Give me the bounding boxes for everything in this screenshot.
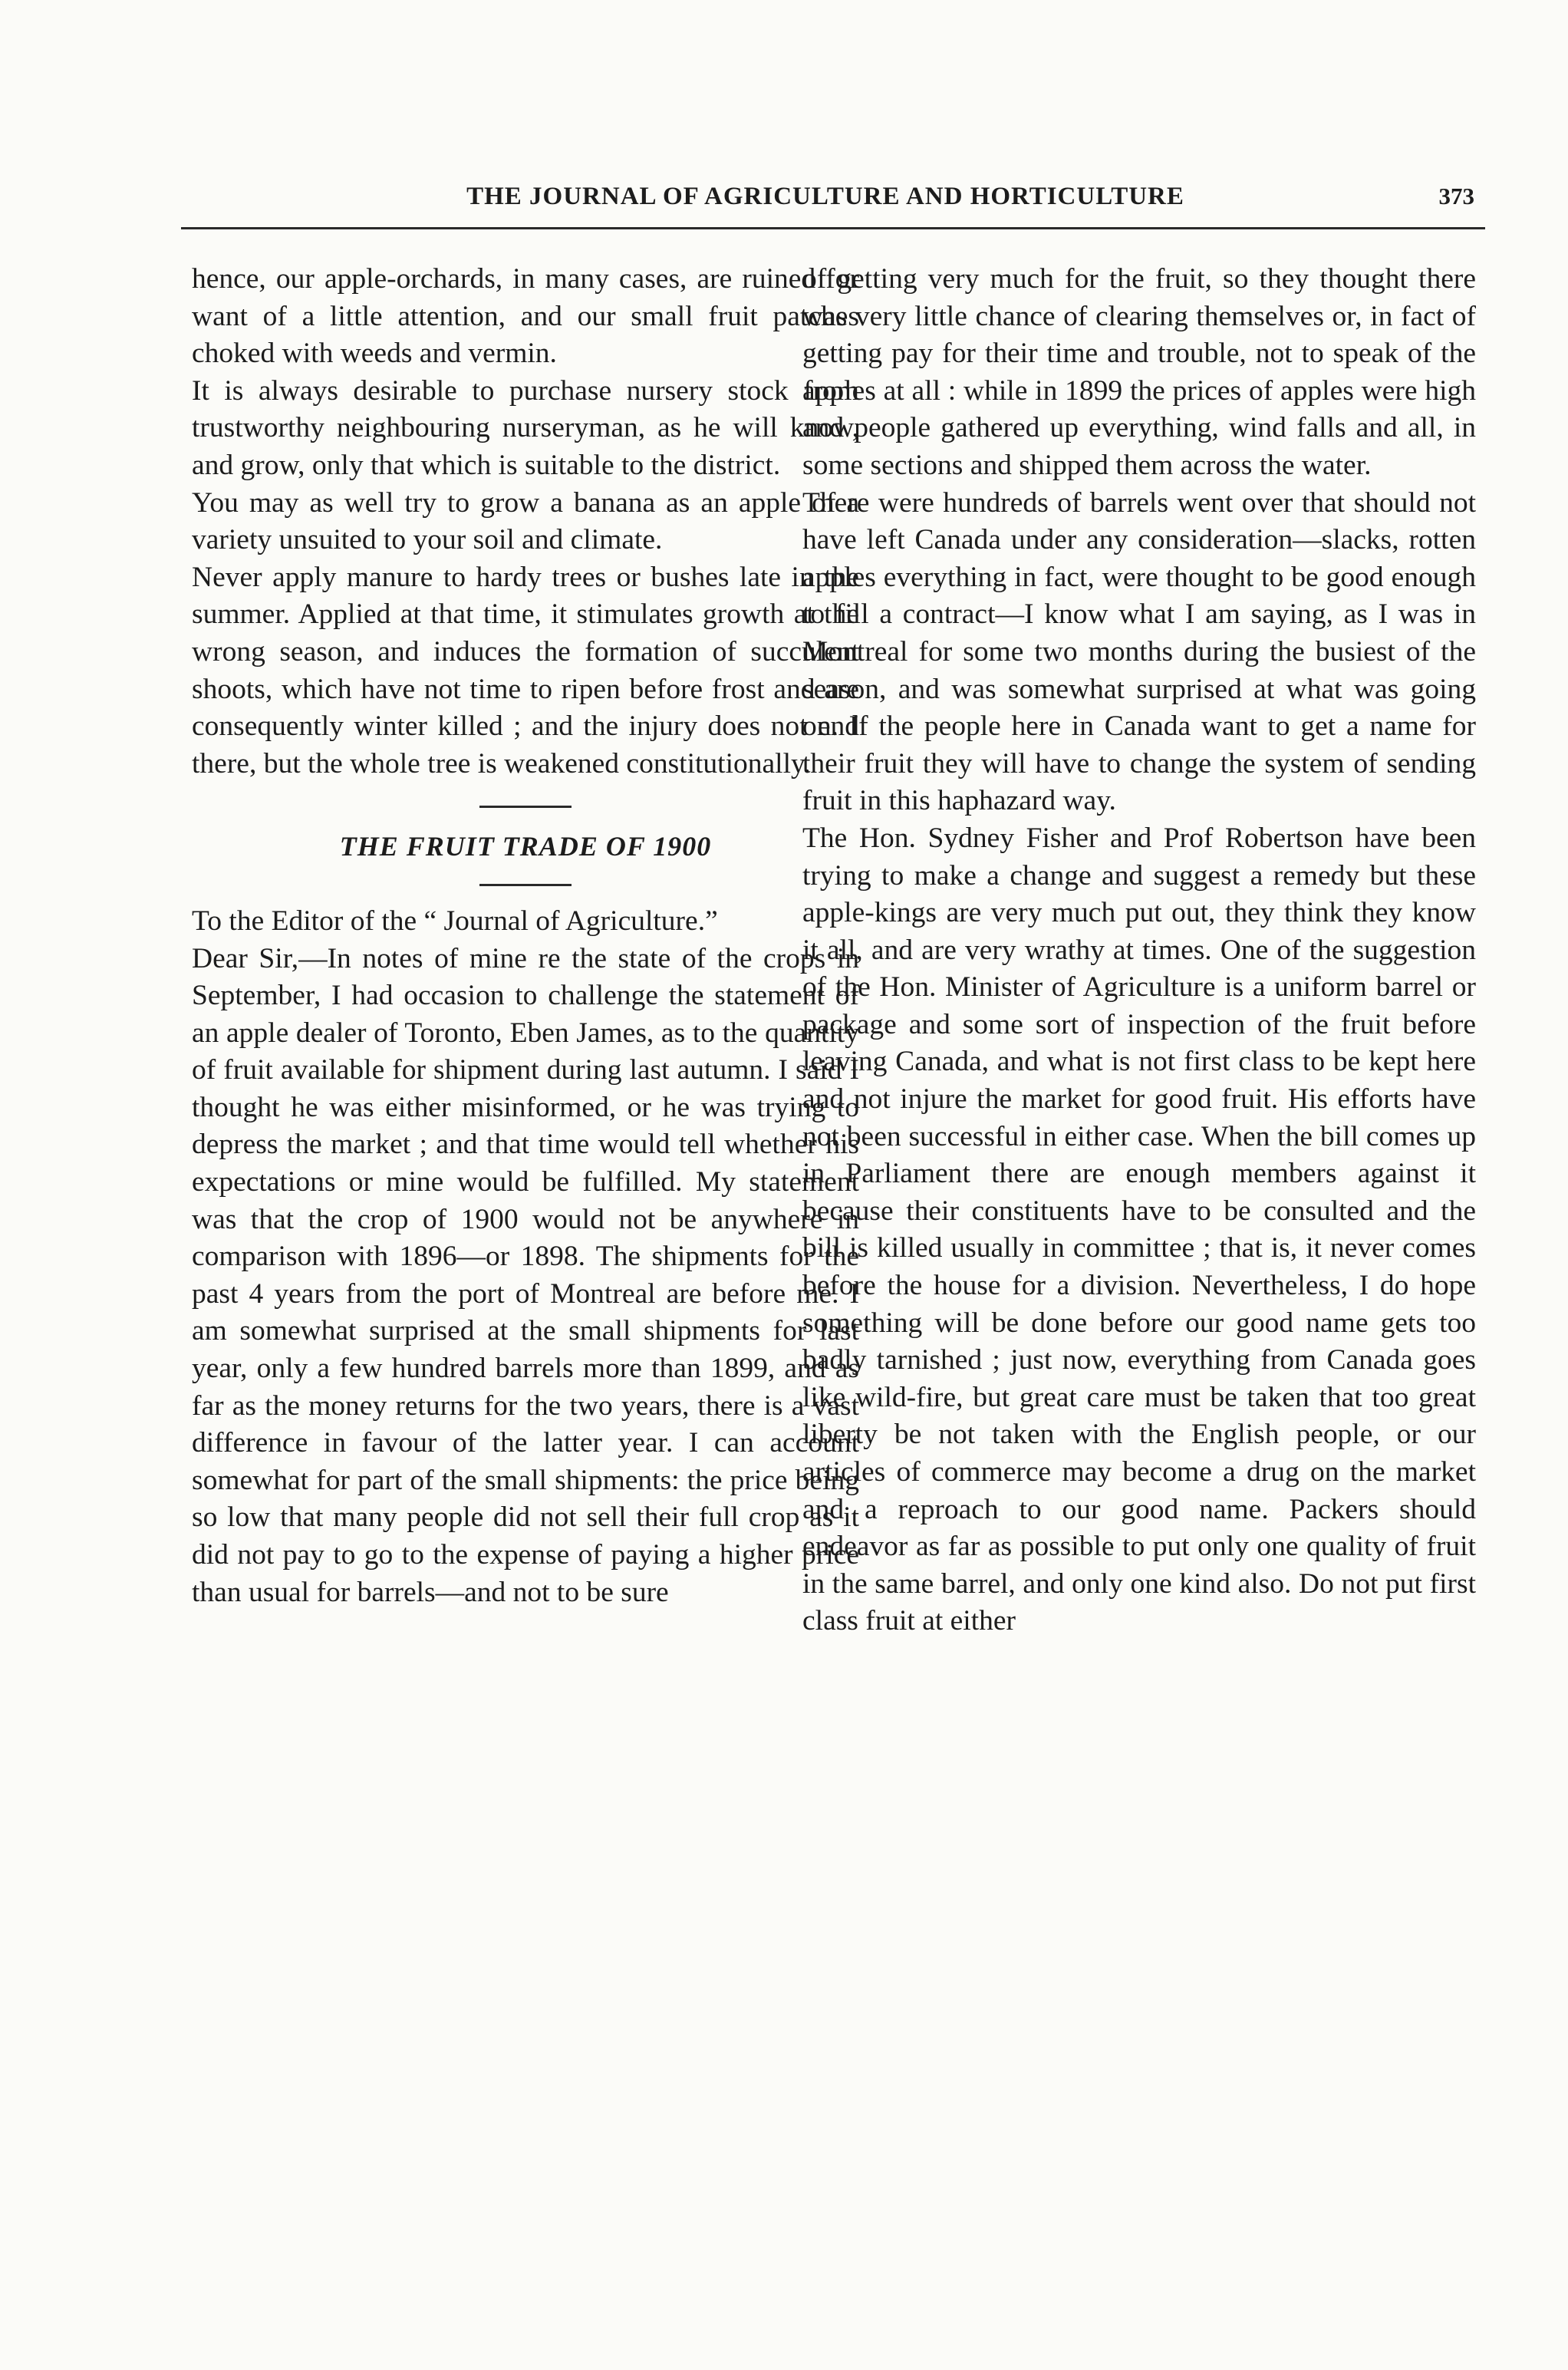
section-title: THE FRUIT TRADE OF 1900 [339,831,712,862]
left-column [192,261,859,1611]
running-header [189,183,1479,219]
page-number: 373 [1438,183,1474,209]
left-paragraph-1: hence, our apple-orchards, in many cases, are ruined for want of a little attention, and our small fruit patches choked with weeds and vermin. [192,263,859,370]
section-rule-top [479,806,572,808]
left-paragraph-2: It is always desirable to purchase nursery stock from trustworthy neighbouring nurseryman, as he will know, and grow, only that which is suitable to the district. [192,374,859,481]
salutation: To the Editor of the “ Journal of Agriculture.” [192,905,718,937]
header-rule [181,227,1485,229]
left-paragraph-3: You may as well try to grow a banana as an apple of a variety unsuited to your soil and climate. [192,486,859,556]
right-paragraph-1: of getting very much for the fruit, so they thought there was very little chance of clearing themselves or, in fact of getting pay for their time and trouble, not to speak of the apples at all : while in 1899 the prices of apples were high and people gathered up everything, wind falls and all, in some sections and shipped them across the water. [802,263,1476,481]
right-column [802,261,1476,1640]
left-paragraph-4: Never apply manure to hardy trees or bushes late in the summer. Applied at that time, it stimulates growth at the wrong season, and induces the formation of succulent shoots, which have not time to ripen before frost and are consequently winter killed ; and the injury does not end there, but the whole tree is weakened constitutionally. [192,561,859,780]
spacer [192,886,859,903]
right-paragraph-3: The Hon. Sydney Fisher and Prof Robertson have been trying to make a change and suggest a remedy but these apple-kings are very much put out, they think they know it all, and are very wrathy at times. One of the suggestion of the Hon. Minister of Agriculture is a uniform barrel or package and some sort of inspection of the fruit before leaving Canada, and what is not first class to be kept here and not injure the market for good fruit. His efforts have not been successful in either case. When the bill comes up in Parliament there are enough members against it because their constituents have to be consulted and the bill is killed usually in committee ; that is, it never comes before the house for a division. Nevertheless, I do hope something will be done before our good name gets too badly tarnished ; just now, everything from Canada goes like wild-fire, but great care must be taken that too great liberty be not taken with the English people, or our articles of commerce may become a drug on the market and a reproach to our good name. Packers should endeavor as far as possible to put only one quality of fruit in the same barrel, and only one kind also. Do not put first class fruit at either [802,822,1476,1637]
journal-title: THE JOURNAL OF AGRICULTURE AND HORTICULTURE [466,183,1184,210]
left-paragraph-5: Dear Sir,—In notes of mine re the state of the crops in September, I had occasion to challenge the statement of an apple dealer of Toronto, Eben James, as to the quantity of fruit available for shipment during last autumn. I said I thought he was either misinformed, or he was trying to depress the market ; and that time would tell whether his expectations or mine would be fulfilled. My statement was that the crop of 1900 would not be anywhere in comparison with 1896—or 1898. The shipments for the past 4 years from the port of Montreal are before me. I am somewhat surprised at the small shipments for last year, only a few hundred barrels more than 1899, and as far as the money returns for the two years, there is a vast difference in favour of the latter year. I can account somewhat for part of the small shipments: the price being so low that many people did not sell their full crop as it did not pay to go to the expense of paying a higher price than usual for barrels—and not to be sure [192,942,859,1608]
right-paragraph-2: There were hundreds of barrels went over that should not have left Canada under any consideration—slacks, rotten apples everything in fact, were thought to be good enough to fill a contract—I know what I am saying, as I was in Montreal for some two months during the busiest of the season, and was somewhat surprised at what was going on. If the people here in Canada want to get a name for their fruit they will have to change the system of sending fruit in this haphazard way. [802,486,1476,817]
spacer [192,783,859,806]
